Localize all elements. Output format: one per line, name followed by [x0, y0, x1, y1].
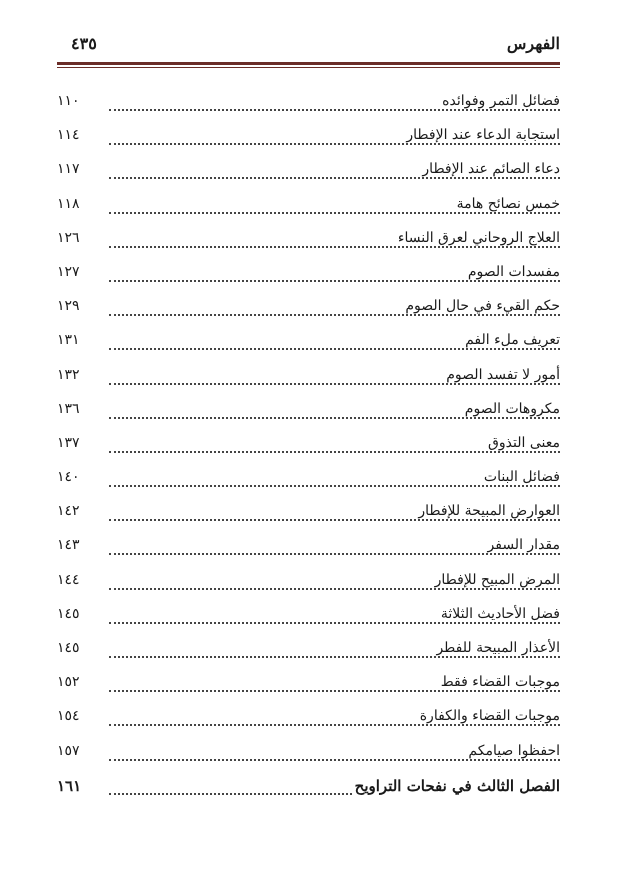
header-page-number: ٤٣٥	[71, 34, 97, 53]
toc-entry-title: موجبات القضاء فقط	[440, 674, 560, 691]
toc-entry[interactable]	[57, 225, 560, 259]
toc-entry-page: ١٤٠	[57, 469, 80, 486]
toc-entry-title: مفسدات الصوم	[467, 263, 560, 280]
toc-entry-page: ١٢٩	[57, 298, 80, 315]
toc-entry-page: ١٣٧	[57, 434, 80, 451]
toc-entry-title: حكم القيء في حال الصوم	[405, 298, 560, 315]
toc-entry-page: ١٢٦	[57, 229, 80, 246]
toc-entry-title: موجبات القضاء والكفارة	[419, 708, 560, 725]
header-rule-thick	[57, 62, 560, 65]
toc-entry-title: أمور لا تفسد الصوم	[446, 366, 560, 383]
toc-entry-title: استجابة الدعاء عند الإفطار	[406, 127, 560, 144]
toc-entry[interactable]	[57, 396, 560, 430]
toc-entry[interactable]	[57, 532, 560, 566]
toc-entry-title: المرض المبيح للإفطار	[434, 571, 560, 588]
toc-entry-page: ١٣٢	[57, 366, 80, 383]
toc-entry[interactable]	[57, 191, 560, 225]
toc-entry[interactable]	[57, 362, 560, 396]
toc-entry[interactable]	[57, 88, 560, 122]
toc-entry[interactable]	[57, 327, 560, 361]
toc-entry-title: فضائل البنات	[483, 469, 560, 486]
toc-entry[interactable]	[57, 669, 560, 703]
header-rule-thin	[57, 67, 560, 68]
toc-entry-title: الأعذار المبيحة للفطر	[436, 640, 560, 656]
toc-entry-page: ١٤٥	[57, 605, 80, 622]
toc-entry-title: فضل الأحاديث الثلاثة	[440, 605, 560, 622]
toc-entry[interactable]	[57, 738, 560, 772]
toc-entry-page: ١٤٤	[57, 571, 80, 588]
table-of-contents	[57, 88, 560, 806]
header-title: الفهرس	[506, 34, 560, 53]
toc-entry-title: مكروهات الصوم	[464, 400, 560, 417]
toc-entry[interactable]	[57, 122, 560, 156]
toc-entry-title: فضائل التمر وفوائده	[442, 93, 560, 109]
toc-entry-title: معنى التذوق	[488, 434, 560, 451]
toc-entry-page: ١٥٧	[57, 742, 80, 759]
toc-entry-title: العوارض المبيحة للإفطار	[418, 503, 560, 520]
toc-entry[interactable]	[57, 464, 560, 498]
toc-entry-page: ١٣٦	[57, 400, 80, 417]
toc-entry-page: ١٣١	[57, 332, 80, 349]
toc-entry-title: مقدار السفر	[487, 537, 560, 554]
toc-entry-title: العلاج الروحاني لعرق النساء	[397, 229, 560, 246]
toc-entry-page: ١٤٥	[57, 640, 80, 656]
toc-entry-page: ١١٠	[57, 93, 80, 109]
toc-entry[interactable]	[57, 156, 560, 190]
toc-entry-page: ١٤٢	[57, 503, 80, 520]
toc-entry[interactable]	[57, 601, 560, 635]
toc-entry-page: ١١٤	[57, 127, 80, 144]
toc-entry[interactable]	[57, 567, 560, 601]
toc-entry-title: احفظوا صيامكم	[468, 742, 560, 759]
toc-entry-title: دعاء الصائم عند الإفطار	[422, 161, 560, 178]
toc-entry-page: ١١٨	[57, 195, 80, 212]
toc-entry[interactable]	[57, 635, 560, 669]
toc-entry-title: تعريف ملء الفم	[465, 332, 560, 349]
toc-entry[interactable]	[57, 293, 560, 327]
toc-entry[interactable]	[57, 498, 560, 532]
toc-entry[interactable]	[57, 430, 560, 464]
toc-entry-page: ١١٧	[57, 161, 80, 178]
toc-entry-page: ١٥٤	[57, 708, 80, 725]
toc-entry[interactable]	[57, 772, 560, 806]
toc-entry-page: ١٦١	[57, 776, 82, 795]
toc-entry-title: خمس نصائح هامة	[456, 195, 560, 212]
toc-entry-page: ١٤٣	[57, 537, 80, 554]
toc-entry-title: الفصل الثالث في نفحات التراويح	[354, 776, 560, 795]
page-header	[57, 30, 560, 60]
toc-entry[interactable]	[57, 703, 560, 737]
toc-entry[interactable]	[57, 259, 560, 293]
toc-entry-page: ١٥٢	[57, 674, 80, 691]
toc-entry-page: ١٢٧	[57, 263, 80, 280]
